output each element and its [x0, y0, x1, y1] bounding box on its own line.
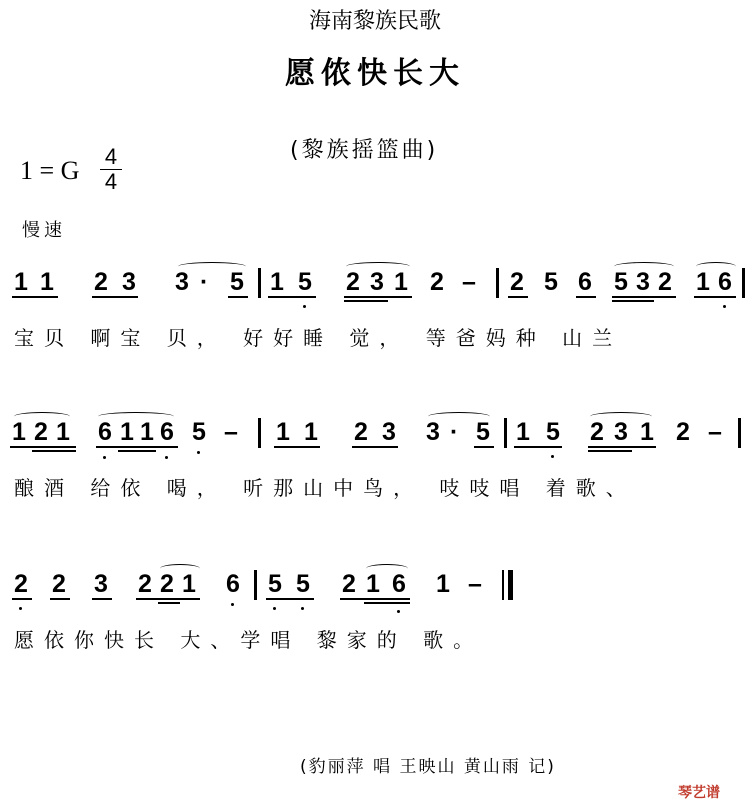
note: 3 [426, 418, 440, 446]
note: 1 [14, 268, 28, 296]
note: 6 [98, 418, 112, 446]
note: 1 [40, 268, 54, 296]
notation-line-1 [0, 268, 750, 328]
note: 3 [636, 268, 650, 296]
barline [738, 418, 741, 448]
underline [364, 602, 410, 604]
note: 1 [640, 418, 654, 446]
low-octave-dot [231, 603, 234, 606]
note: 2 [14, 570, 28, 598]
low-octave-dot [303, 305, 306, 308]
underline [344, 300, 388, 302]
underline [274, 446, 320, 448]
underline [588, 446, 656, 448]
note: 5 [298, 268, 312, 296]
note: 2 [342, 570, 356, 598]
low-octave-dot [103, 456, 106, 459]
song-title: 愿侬快长大 [285, 56, 465, 91]
dash: – [224, 418, 238, 446]
underline [32, 450, 76, 452]
dash: – [462, 268, 476, 296]
note: 5 [546, 418, 560, 446]
underline [96, 446, 178, 448]
meter-top: 4 [100, 145, 122, 170]
note: 6 [718, 268, 732, 296]
barline [254, 570, 257, 600]
barline [258, 418, 261, 448]
note: 2 [160, 570, 174, 598]
note: 1 [366, 570, 380, 598]
note: 3 [370, 268, 384, 296]
note: 1 [304, 418, 318, 446]
tie [14, 412, 70, 421]
time-signature [100, 145, 122, 194]
note: 1 [276, 418, 290, 446]
tie [366, 564, 408, 573]
underline [268, 296, 316, 298]
credits: (豹丽萍 唱 王映山 黄山雨 记) [300, 757, 556, 777]
note: 6 [392, 570, 406, 598]
note: 3 [122, 268, 136, 296]
song-subtitle: 海南黎族民歌 [308, 9, 441, 34]
note: 1 [436, 570, 450, 598]
tie [160, 564, 200, 573]
note: 2 [676, 418, 690, 446]
note: 1 [182, 570, 196, 598]
note: 1 [696, 268, 710, 296]
underline [118, 450, 156, 452]
note: 2 [34, 418, 48, 446]
underline [340, 598, 410, 600]
tie [98, 412, 174, 421]
note: 2 [94, 268, 108, 296]
notation-line-3 [0, 570, 750, 630]
note: 6 [578, 268, 592, 296]
notation-line-2 [0, 418, 750, 478]
underline [92, 296, 138, 298]
final-barline-thick [508, 570, 513, 600]
song-genre: (黎族摇篮曲) [290, 138, 439, 163]
tempo-marking: 慢速 [22, 220, 66, 241]
tie [346, 262, 410, 271]
lyrics-line-2: 酿酒 给依 喝， 听那山中鸟， 吱吱唱 着歌、 [14, 476, 636, 500]
underline [474, 446, 494, 448]
note: 5 [192, 418, 206, 446]
underline [92, 598, 112, 600]
underline [158, 602, 180, 604]
barline [742, 268, 745, 298]
tie [178, 262, 246, 271]
underline [694, 296, 736, 298]
low-octave-dot [19, 607, 22, 610]
underline [588, 450, 632, 452]
note: 2 [590, 418, 604, 446]
low-octave-dot [165, 456, 168, 459]
low-octave-dot [197, 451, 200, 454]
barline [504, 418, 507, 448]
underline [266, 598, 314, 600]
low-octave-dot [551, 455, 554, 458]
dot: · [200, 268, 209, 296]
low-octave-dot [397, 610, 400, 613]
underline [352, 446, 398, 448]
note: 5 [296, 570, 310, 598]
tie [614, 262, 674, 271]
underline [10, 446, 76, 448]
note: 2 [346, 268, 360, 296]
tie [696, 262, 736, 271]
lyrics-line-1: 宝贝 啊宝 贝， 好好睡 觉， 等爸妈种 山兰 [14, 326, 623, 350]
underline [514, 446, 562, 448]
note: 2 [658, 268, 672, 296]
note: 2 [510, 268, 524, 296]
note: 6 [160, 418, 174, 446]
note: 1 [12, 418, 26, 446]
dash: – [708, 418, 722, 446]
low-octave-dot [273, 607, 276, 610]
note: 5 [614, 268, 628, 296]
key-signature: 1 = G [20, 156, 80, 185]
note: 2 [354, 418, 368, 446]
note: 1 [516, 418, 530, 446]
note: 3 [94, 570, 108, 598]
note: 3 [614, 418, 628, 446]
underline [508, 296, 528, 298]
barline [496, 268, 499, 298]
underline [612, 300, 654, 302]
note: 5 [544, 268, 558, 296]
underline [344, 296, 412, 298]
note: 3 [175, 268, 189, 296]
note: 2 [52, 570, 66, 598]
barline [258, 268, 261, 298]
site-logo: 琴艺谱 [678, 785, 720, 801]
note: 1 [56, 418, 70, 446]
underline [576, 296, 596, 298]
dash: – [468, 570, 482, 598]
note: 5 [476, 418, 490, 446]
note: 2 [430, 268, 444, 296]
underline [12, 296, 58, 298]
lyrics-line-3: 愿依你快长 大、学唱 黎家的 歌。 [14, 628, 484, 652]
low-octave-dot [301, 607, 304, 610]
underline [136, 598, 200, 600]
note: 5 [268, 570, 282, 598]
tie [590, 412, 652, 421]
tie [428, 412, 490, 421]
note: 3 [382, 418, 396, 446]
underline [50, 598, 70, 600]
low-octave-dot [723, 305, 726, 308]
note: 5 [230, 268, 244, 296]
dot: · [450, 418, 459, 446]
note: 1 [270, 268, 284, 296]
meter-bottom: 4 [104, 169, 118, 194]
underline [228, 296, 248, 298]
final-barline-thin [502, 570, 504, 600]
note: 6 [226, 570, 240, 598]
note: 2 [138, 570, 152, 598]
note: 1 [394, 268, 408, 296]
note: 1 [140, 418, 154, 446]
note: 1 [120, 418, 134, 446]
underline [612, 296, 676, 298]
underline [12, 598, 32, 600]
